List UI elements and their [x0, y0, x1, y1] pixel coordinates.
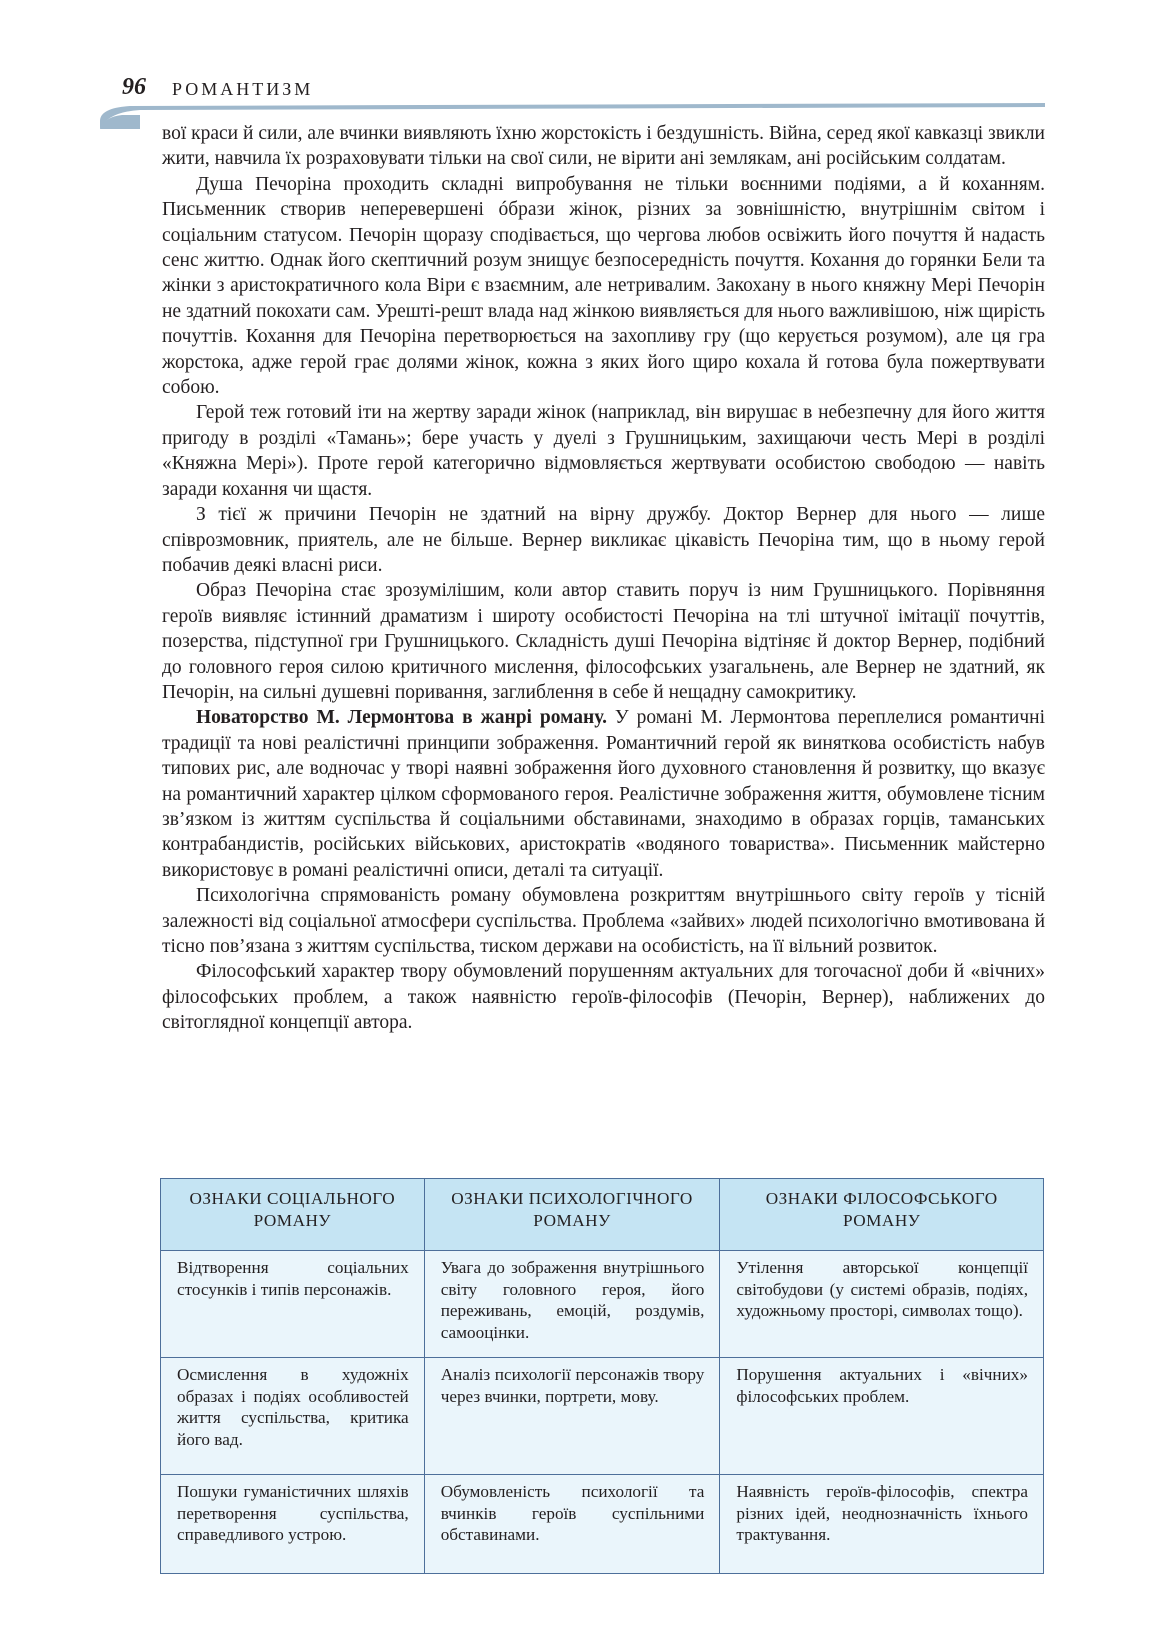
paragraph: Душа Печоріна проходить складні випробування не тільки воєнними подіями, а й коханням. Письменник створив неперевершені óбрази жінок, різних за зовнішністю, внутрішнім світом і соціальним статусом. Печорін щоразу сподівається, що чергова любов освіжить його почуття й надасть сенс життю. Однак його скептичний розум знищує безпосередність почуття. Кохання до горянки Бели та жінки з аристократичного кола Віри є взаємним, але нетривалим. Закохану в нього княжну Мері Печорін не здатний покохати сам. Урешті-решт влада над жінкою виявляється для нього важливішою, ніж щирість почуттів. Кохання для Печоріна перетворюється на захопливу гру (що керується розумом), але ця гра жорстока, адже герой грає долями жінок, кожна з яких його щиро кохала й готова була пожертвувати собою. [162, 173, 1045, 399]
table-row [161, 1358, 1044, 1475]
innovation-heading: Новаторство М. Лермонтова в жанрі роману. [196, 707, 607, 729]
table-cell: Увага до зображення внутрішнього світу головного героя, його переживань, емоцій, роздумів, самооцінки. [424, 1251, 720, 1358]
table-cell: Відтворення соціальних стосунків і типів персонажів. [161, 1251, 425, 1358]
table-cell: Обумовленість психології та вчинків героїв суспільними обставинами. [424, 1475, 720, 1574]
table-cell: Аналіз психології персонажів твору через вчинки, портрети, мову. [424, 1358, 720, 1475]
table-cell: Наявність героїв-філософів, спектра різних ідей, неоднозначність їхнього трактування. [720, 1475, 1044, 1574]
section-title: РОМАНТИЗМ [172, 79, 314, 99]
table-cell: Порушення актуальних і «вічних» філософських проблем. [720, 1358, 1044, 1475]
body-text [162, 121, 1045, 1036]
paragraph: З тієї ж причини Печорін не здатний на вірну дружбу. Доктор Вернер для нього — лише співрозмовник, приятель, але не більше. Вернер викликає цікавість Печоріна тим, що в ньому герой побачив деякі власні риси. [162, 504, 1045, 576]
table-row [161, 1475, 1044, 1574]
table-cell: Утілення авторської концепції світобудови (у системі образів, подіях, художньому просторі, символах тощо). [720, 1251, 1044, 1358]
page-header [0, 68, 1045, 128]
paragraph-innovation [162, 705, 1045, 883]
paragraph: Психологічна спрямованість роману обумовлена розкриттям внутрішнього світу героїв у тісній залежності від соціальної атмосфери суспільства. Проблема «зайвих» людей психологічно вмотивована й тісно пов’язана з життям суспільства, тиском держави на особистість, на її вільний розвиток. [162, 885, 1045, 957]
table-cell: Пошуки гуманістичних шляхів перетворення суспільства, справедливого устрою. [161, 1475, 425, 1574]
table-row [161, 1251, 1044, 1358]
paragraph: Образ Печоріна стає зрозумілішим, коли автор ставить поруч із ним Грушницького. Порівняння героїв виявляє істинний драматизм і широту особистості Печоріна на тлі штучної імітації почуттів, позерства, підступної гри Грушницького. Складність душі Печоріна відтіняє й доктор Вернер, подібний до головного героя силою критичного мислення, філософських узагальнень, але Вернер не здатний, як Печорін, на сильні душевні поривання, заглиблення в себе й нещадну самокритику. [162, 580, 1045, 703]
header-social-novel: ОЗНАКИ СОЦІАЛЬНОГО РОМАНУ [161, 1179, 425, 1251]
paragraph: Герой теж готовий іти на жертву заради жінок (наприклад, він вирушає в небезпечну для його життя пригоду в розділі «Тамань»; бере участь у дуелі з Грушницьким, захищаючи честь Мері в розділі «Княжна Мері»). Проте герой категорично відмовляється жертвувати особистою свободою — навіть заради кохання чи щастя. [162, 402, 1045, 500]
header-psychological-novel: ОЗНАКИ ПСИХОЛОГІЧНОГО РОМАНУ [424, 1179, 720, 1251]
table-cell: Осмислення в художніх образах і подіях особливостей життя суспільства, критика його вад. [161, 1358, 425, 1475]
paragraph: вої краси й сили, але вчинки виявляють їхню жорстокість і бездушність. Війна, серед якої кавказці звикли жити, навчила їх розраховувати тільки на свої сили, не вірити ані землякам, ані російським солдатам. [162, 123, 1045, 170]
innovation-text: У романі М. Лермонтова переплелися романтичні традиції та нові реалістичні принципи зображення. Романтичний герой як виняткова особистість набув типових рис, але водночас у творі наявні зображення його духовного становлення й розвитку, що вказує на романтичний характер цілком сформованого героя. Реалістичне зображення життя, обумовлене тісним зв’язком із життям суспільства й соціальними обставинами, знаходимо в образах горців, таманських контрабандистів, російських військових, аристократів «водяного товариства». Письменник майстерно використовує в романі реалістичні описи, деталі та ситуації. [162, 707, 1045, 881]
novel-features-table [160, 1178, 1044, 1574]
paragraph: Філософський характер твору обумовлений порушенням актуальних для тогочасної доби й «вічних» філософських проблем, а також наявністю героїв-філософів (Печорін, Вернер), наближених до світоглядної концепції автора. [162, 961, 1045, 1034]
page-number: 96 [122, 74, 146, 100]
header-philosophical-novel: ОЗНАКИ ФІЛОСОФСЬКОГО РОМАНУ [720, 1179, 1044, 1251]
